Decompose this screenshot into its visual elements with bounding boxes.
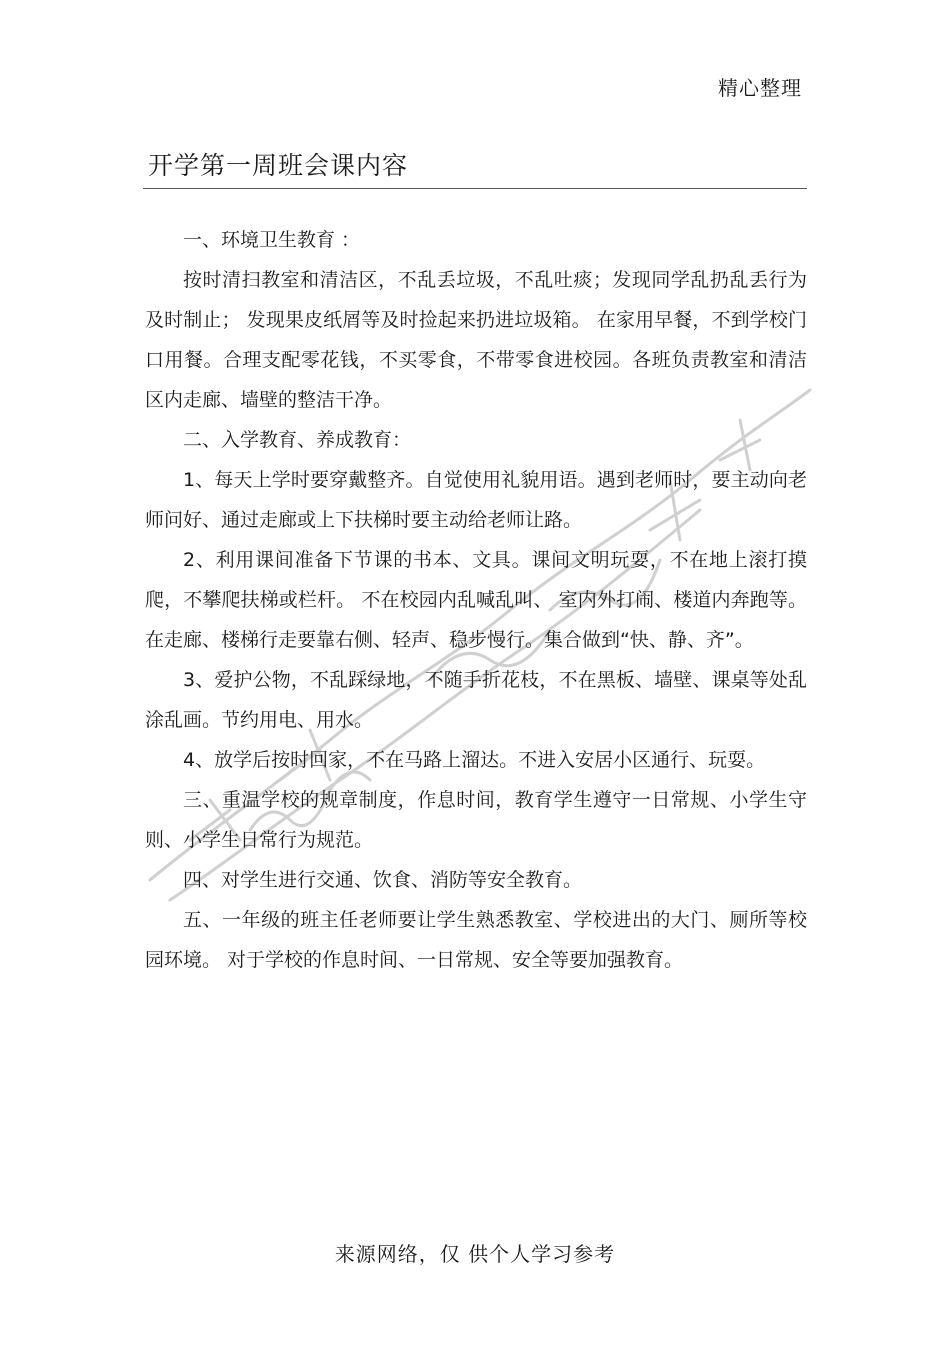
paragraph-section-5: 五、一年级的班主任老师要让学生熟悉教室、学校进出的大门、厕所等校园环境。 对于学校的作息时间、一日常规、安全等要加强教育。	[145, 909, 807, 971]
title-underline	[143, 188, 807, 189]
paragraph-item-2: 2、利用课间准备下节课的书本、文具。课间文明玩耍，不在地上滚打摸爬，不攀爬扶梯或栏杆。 不在校园内乱喊乱叫、 室内外打闹、楼道内奔跑等。在走廊、楼梯行走要靠右侧、轻声、稳步慢行。集合做到“快、静、齐”。	[145, 549, 807, 651]
document-title: 开学第一周班会课内容	[148, 151, 409, 180]
paragraph-item-3: 3、爱护公物，不乱踩绿地，不随手折花枝，不在黑板、墙壁、课桌等处乱涂乱画。节约用电、用水。	[145, 669, 807, 731]
paragraph-section-3: 三、重温学校的规章制度，作息时间，教育学生遵守一日常规、小学生守则、小学生日常行为规范。	[145, 789, 807, 851]
paragraph-section-4: 四、对学生进行交通、饮食、消防等安全教育。	[183, 869, 583, 891]
paragraph-item-4: 4、放学后按时回家，不在马路上溜达。不进入安居小区通行、玩耍。	[183, 749, 766, 771]
paragraph-item-1: 1、每天上学时要穿戴整齐。自觉使用礼貌用语。遇到老师时，要主动向老师问好、通过走廊或上下扶梯时要主动给老师让路。	[145, 469, 807, 531]
footer-note: 来源网络，仅 供个人学习参考	[334, 1242, 616, 1266]
paragraph-section-1-heading: 一、环境卫生教育 ：	[183, 229, 361, 251]
paragraph-section-1-content: 按时清扫教室和清洁区，不乱丢垃圾，不乱吐痰；发现同学乱扔乱丢行为及时制止； 发现果皮纸屑等及时捡起来扔进垃圾箱。 在家用早餐，不到学校门口用餐。合理支配零花钱，不买零食，不带零食进校园。各班负责教室和清洁区内走廊、墙壁的整洁干净。	[145, 269, 807, 411]
header-note: 精心整理	[718, 76, 802, 100]
document-body	[145, 220, 807, 980]
paragraph-section-2-heading: 二、入学教育、养成教育：	[183, 429, 412, 451]
